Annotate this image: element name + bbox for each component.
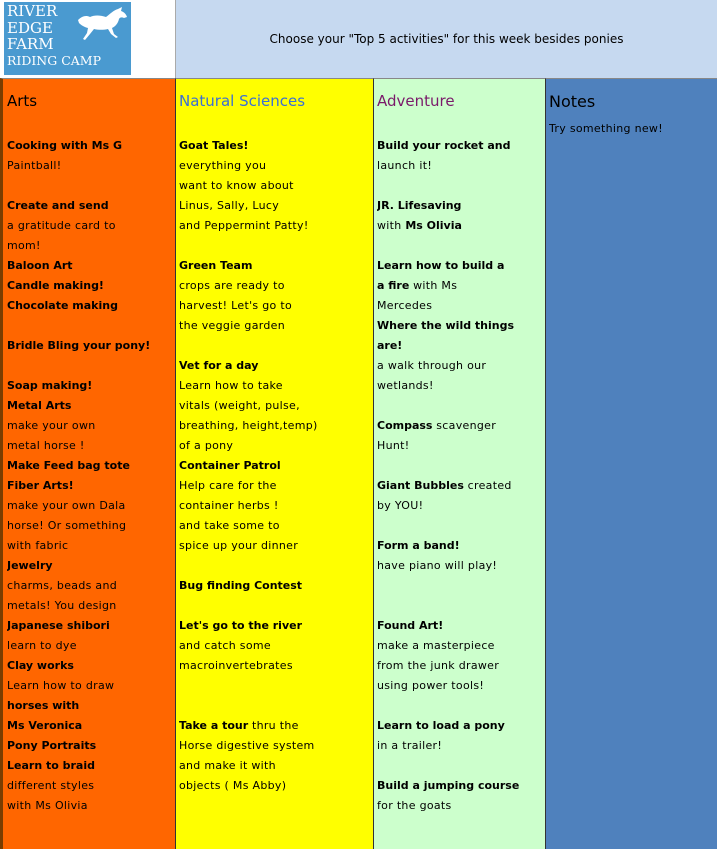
activity-title: Green Team — [179, 259, 253, 272]
activity-title: Cooking with Ms G — [7, 139, 123, 152]
activity-line — [179, 756, 373, 776]
activity-text: Try something new! — [549, 122, 663, 135]
activity-line — [377, 796, 545, 816]
activity-line — [377, 516, 545, 536]
activity-line — [179, 516, 373, 536]
activity-line — [179, 336, 373, 356]
activity-text: horse! Or something — [7, 519, 127, 532]
activity-text: Linus, Sally, Lucy — [179, 199, 280, 212]
activity-line — [7, 596, 175, 616]
activity-line — [377, 136, 545, 156]
column-title-notes: Notes — [549, 92, 596, 111]
activity-line — [179, 656, 373, 676]
column-notes — [545, 78, 717, 849]
activity-line — [7, 616, 175, 636]
activity-text: make a masterpiece — [377, 639, 495, 652]
activity-text: different styles — [7, 779, 95, 792]
activity-line — [7, 196, 175, 216]
activity-list-notes — [549, 119, 717, 139]
column-natural-sciences — [175, 78, 373, 849]
activity-line — [179, 396, 373, 416]
activity-line — [7, 676, 175, 696]
activity-text: and catch some — [179, 639, 271, 652]
activity-text: Hunt! — [377, 439, 410, 452]
activity-line — [179, 476, 373, 496]
activity-title: Found Art! — [377, 619, 444, 632]
activity-text: mom! — [7, 239, 41, 252]
activity-line — [179, 316, 373, 336]
activity-line — [377, 236, 545, 256]
activity-title: Make Feed bag tote — [7, 459, 130, 472]
activity-title: Ms Olivia — [405, 219, 462, 232]
activity-title: Learn to load a pony — [377, 719, 505, 732]
activity-text: have piano will play! — [377, 559, 498, 572]
activity-title: Fiber Arts! — [7, 479, 74, 492]
activity-text: launch it! — [377, 159, 433, 172]
column-adventure — [373, 78, 545, 849]
activity-line — [7, 176, 175, 196]
logo-text-line: RIDING CAMP — [7, 53, 102, 68]
activity-title: Baloon Art — [7, 259, 73, 272]
activity-text: metals! You design — [7, 599, 117, 612]
activity-line — [7, 736, 175, 756]
activity-line — [179, 296, 373, 316]
activity-line — [377, 616, 545, 636]
activity-line — [179, 776, 373, 796]
activity-line — [377, 716, 545, 736]
activity-text: macroinvertebrates — [179, 659, 293, 672]
column-title-arts: Arts — [7, 92, 38, 110]
activity-line — [377, 756, 545, 776]
activity-text: Learn how to draw — [7, 679, 115, 692]
activity-line — [7, 156, 175, 176]
activity-line — [179, 676, 373, 696]
activity-line — [377, 396, 545, 416]
activity-line — [179, 176, 373, 196]
activity-line — [179, 216, 373, 236]
activity-line — [7, 236, 175, 256]
activity-title: Candle making! — [7, 279, 104, 292]
activity-line — [7, 276, 175, 296]
activity-text: of a pony — [179, 439, 234, 452]
activity-line — [377, 196, 545, 216]
activity-text: harvest! Let's go to — [179, 299, 292, 312]
logo-text-line: EDGE — [7, 19, 53, 37]
activity-title: Bridle Bling your pony! — [7, 339, 151, 352]
activity-line — [377, 576, 545, 596]
activity-text: scavenger — [432, 419, 497, 432]
activity-line — [377, 676, 545, 696]
activity-line — [377, 376, 545, 396]
logo-text-line: RIVER — [7, 2, 58, 20]
activity-text: and take some to — [179, 519, 280, 532]
activity-line — [179, 456, 373, 476]
activity-line — [7, 476, 175, 496]
activity-line — [7, 516, 175, 536]
activity-line — [7, 696, 175, 716]
activity-text: metal horse ! — [7, 439, 85, 452]
activity-text: everything you — [179, 159, 267, 172]
activity-line — [377, 436, 545, 456]
activity-line — [7, 416, 175, 436]
activity-text: Learn how to take — [179, 379, 283, 392]
activity-line — [377, 476, 545, 496]
activity-title: Container Patrol — [179, 459, 281, 472]
activity-text: Horse digestive system — [179, 739, 315, 752]
activity-text: Mercedes — [377, 299, 433, 312]
activity-line — [377, 536, 545, 556]
activity-text: charms, beads and — [7, 579, 118, 592]
activity-line — [7, 536, 175, 556]
activity-line — [7, 796, 175, 816]
activity-list-natural-sciences — [179, 136, 373, 796]
activity-title: Chocolate making — [7, 299, 118, 312]
activity-line — [377, 496, 545, 516]
activity-line — [7, 316, 175, 336]
activity-title: Metal Arts — [7, 399, 72, 412]
activity-text: created — [463, 479, 512, 492]
activity-text: the veggie garden — [179, 319, 285, 332]
activity-title: are! — [377, 339, 403, 352]
activity-line — [179, 496, 373, 516]
activity-text: with Ms — [409, 279, 458, 292]
activity-title: Form a band! — [377, 539, 460, 552]
activity-title: JR. Lifesaving — [377, 199, 462, 212]
page-header — [175, 0, 717, 78]
activity-line — [179, 436, 373, 456]
activity-line — [7, 496, 175, 516]
activity-line — [179, 156, 373, 176]
activity-line — [377, 776, 545, 796]
activity-line — [7, 636, 175, 656]
activity-title: Giant Bubbles — [377, 479, 464, 492]
activity-text: make your own Dala — [7, 499, 126, 512]
activity-text: Paintball! — [7, 159, 62, 172]
activity-text: a gratitude card to — [7, 219, 116, 232]
activity-line — [377, 176, 545, 196]
activity-text: make your own — [7, 419, 96, 432]
activity-title: Create and send — [7, 199, 109, 212]
activity-title: Bug finding Contest — [179, 579, 303, 592]
column-arts — [0, 78, 175, 849]
activity-line — [377, 216, 545, 236]
activity-line — [7, 136, 175, 156]
activity-line — [179, 376, 373, 396]
activity-title: Where the wild things — [377, 319, 515, 332]
activity-line — [377, 156, 545, 176]
activity-line — [7, 556, 175, 576]
activity-line — [7, 656, 175, 676]
activity-line — [7, 716, 175, 736]
activity-title: Japanese shibori — [7, 619, 110, 632]
activity-title: horses with — [7, 699, 80, 712]
activity-line — [377, 636, 545, 656]
activity-title: Build your rocket and — [377, 139, 511, 152]
activity-line — [377, 596, 545, 616]
activity-line — [179, 716, 373, 736]
activity-line — [179, 356, 373, 376]
activity-line — [179, 236, 373, 256]
activity-line — [7, 336, 175, 356]
activity-title: Pony Portraits — [7, 739, 97, 752]
activity-line — [377, 316, 545, 336]
activity-line — [377, 456, 545, 476]
activity-title: a fire — [377, 279, 410, 292]
logo-area — [0, 0, 175, 78]
activity-line — [7, 356, 175, 376]
activity-list-arts — [7, 136, 175, 816]
activity-title: Learn how to build a — [377, 259, 505, 272]
column-title-natural-sciences: Natural Sciences — [179, 92, 306, 110]
activity-title: Compass — [377, 419, 433, 432]
activity-text: container herbs ! — [179, 499, 279, 512]
activity-line — [7, 756, 175, 776]
activity-text: by YOU! — [377, 499, 424, 512]
activity-text: using power tools! — [377, 679, 485, 692]
activity-line — [7, 776, 175, 796]
activity-text: want to know about — [179, 179, 294, 192]
activity-text: from the junk drawer — [377, 659, 500, 672]
activity-line — [179, 576, 373, 596]
activity-line — [377, 656, 545, 676]
activity-text: with Ms Olivia — [7, 799, 88, 812]
activity-text: with — [377, 219, 406, 232]
activity-title: Clay works — [7, 659, 74, 672]
activity-text: a walk through our — [377, 359, 487, 372]
activity-line — [377, 296, 545, 316]
activity-line — [179, 276, 373, 296]
activity-list-adventure — [377, 136, 545, 816]
page-title: Choose your "Top 5 activities" for this week besides ponies — [269, 32, 624, 46]
activity-title: Learn to braid — [7, 759, 95, 772]
activity-line — [7, 396, 175, 416]
activity-line — [377, 256, 545, 276]
activity-line — [377, 736, 545, 756]
activity-line — [7, 456, 175, 476]
activity-text: spice up your dinner — [179, 539, 299, 552]
activity-title: Ms Veronica — [7, 719, 83, 732]
activity-text: and Peppermint Patty! — [179, 219, 309, 232]
activity-title: Take a tour — [179, 719, 249, 732]
activity-line — [377, 276, 545, 296]
activity-line — [179, 136, 373, 156]
activity-text: objects ( Ms Abby) — [179, 779, 287, 792]
logo-text-line: FARM — [7, 35, 54, 53]
activity-line — [377, 556, 545, 576]
activity-title: Build a jumping course — [377, 779, 520, 792]
activity-line — [549, 119, 717, 139]
activity-line — [179, 596, 373, 616]
activity-line — [179, 736, 373, 756]
activity-line — [7, 376, 175, 396]
activity-line — [377, 416, 545, 436]
activity-text: Help care for the — [179, 479, 277, 492]
activity-line — [179, 636, 373, 656]
activity-title: Vet for a day — [179, 359, 259, 372]
activity-text: vitals (weight, pulse, — [179, 399, 300, 412]
horse-icon — [76, 6, 128, 44]
activity-line — [179, 256, 373, 276]
activity-text: wetlands! — [377, 379, 434, 392]
activity-line — [7, 436, 175, 456]
column-title-adventure: Adventure — [377, 92, 455, 110]
activity-title: Soap making! — [7, 379, 93, 392]
activity-title: Let's go to the river — [179, 619, 303, 632]
activity-title: Goat Tales! — [179, 139, 249, 152]
activity-line — [7, 256, 175, 276]
activity-line — [7, 216, 175, 236]
activity-text: and make it with — [179, 759, 276, 772]
activity-line — [7, 296, 175, 316]
activity-line — [179, 196, 373, 216]
activity-text: thru the — [248, 719, 299, 732]
activity-text: learn to dye — [7, 639, 77, 652]
activity-text: for the goats — [377, 799, 452, 812]
activity-line — [179, 616, 373, 636]
activity-line — [179, 696, 373, 716]
activity-line — [377, 696, 545, 716]
activity-text: breathing, height,temp) — [179, 419, 318, 432]
activity-line — [377, 336, 545, 356]
activity-line — [179, 556, 373, 576]
activity-text: with fabric — [7, 539, 69, 552]
activity-text: crops are ready to — [179, 279, 285, 292]
camp-logo — [4, 2, 131, 75]
activity-title: Jewelry — [7, 559, 53, 572]
activity-line — [377, 356, 545, 376]
activity-line — [179, 536, 373, 556]
activity-line — [7, 576, 175, 596]
activity-line — [179, 416, 373, 436]
activity-text: in a trailer! — [377, 739, 443, 752]
